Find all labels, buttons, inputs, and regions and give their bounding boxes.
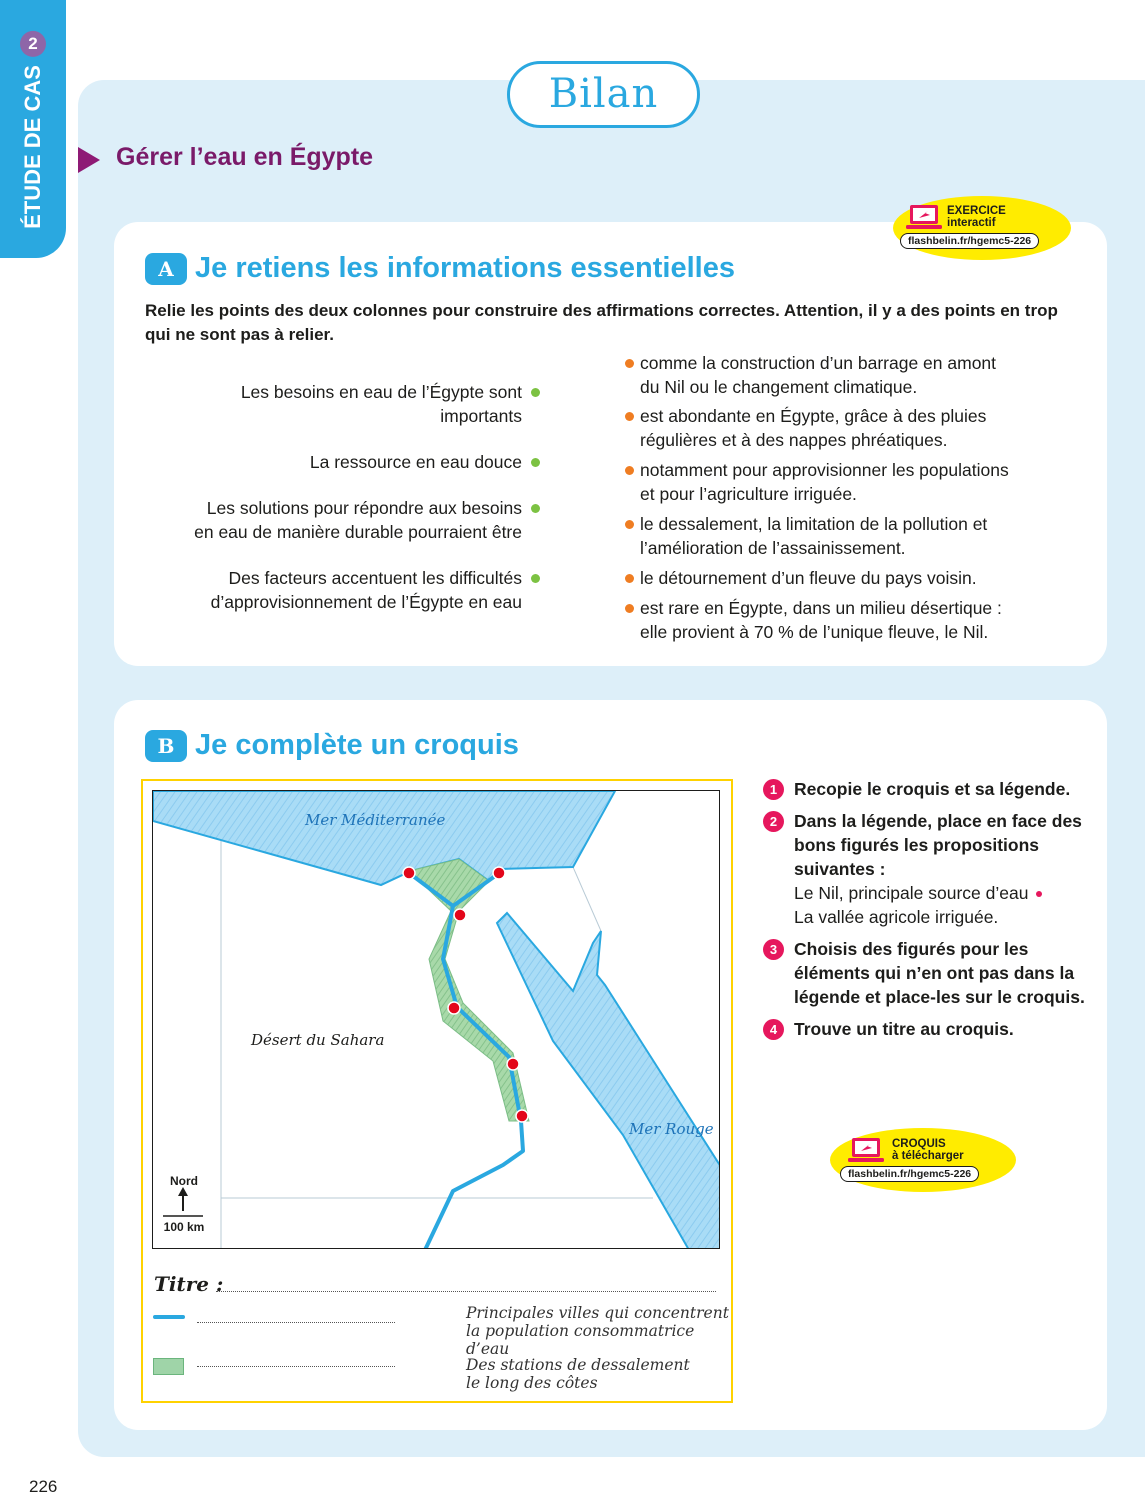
city-marker bbox=[507, 1058, 519, 1070]
case-study-side-tab bbox=[0, 0, 66, 258]
side-tab-number: 2 bbox=[20, 31, 46, 57]
label-mediterranean: Mer Méditerranée bbox=[305, 811, 446, 829]
orange-dot[interactable] bbox=[625, 466, 634, 475]
legend-river-symbol bbox=[153, 1315, 185, 1319]
right-item[interactable]: le dessalement, la limitation de la pollution et l’amélioration de l’assainissement. bbox=[622, 512, 1082, 560]
green-dot[interactable] bbox=[531, 388, 540, 397]
triangle-arrow-icon bbox=[78, 147, 100, 173]
nile-valley bbox=[409, 859, 529, 1121]
question-4: 4 Trouve un titre au croquis. bbox=[763, 1017, 1093, 1041]
section-a-badge: A bbox=[145, 253, 187, 285]
north-label: Nord bbox=[170, 1174, 198, 1188]
left-item[interactable]: Des facteurs accentuent les difficultés d’approvisionnement de l’Égypte en eau bbox=[135, 566, 540, 614]
legend-blank-2[interactable] bbox=[197, 1366, 395, 1367]
orange-dot[interactable] bbox=[625, 604, 634, 613]
label-sahara: Désert du Sahara bbox=[251, 1031, 385, 1049]
orange-dot[interactable] bbox=[625, 412, 634, 421]
right-item[interactable]: le détournement d’un fleuve du pays voisin. bbox=[622, 566, 1082, 590]
city-marker bbox=[454, 909, 466, 921]
mediterranean-sea bbox=[153, 791, 615, 885]
city-marker bbox=[493, 867, 505, 879]
orange-dot[interactable] bbox=[625, 359, 634, 368]
side-tab-label: ÉTUDE DE CAS bbox=[20, 65, 45, 229]
croquis-badge-title: CROQUIS à télécharger bbox=[892, 1138, 964, 1162]
map-drawing bbox=[153, 791, 720, 1249]
subject-title: Gérer l’eau en Égypte bbox=[116, 143, 374, 171]
right-item[interactable]: est abondante en Égypte, grâce à des pluies régulières et à des nappes phréatiques. bbox=[622, 404, 1082, 452]
question-1: 1 Recopie le croquis et sa légende. bbox=[763, 777, 1093, 801]
green-dot[interactable] bbox=[531, 504, 540, 513]
question-number: 2 bbox=[763, 811, 784, 832]
legend-blank-1[interactable] bbox=[197, 1322, 395, 1323]
section-b-title: Je complète un croquis bbox=[195, 729, 519, 761]
page-title: Bilan bbox=[507, 61, 700, 128]
laptop-icon bbox=[848, 1136, 884, 1164]
question-list bbox=[763, 777, 1093, 1049]
pink-dot[interactable] bbox=[1036, 891, 1042, 897]
section-b-badge: B bbox=[145, 730, 187, 762]
green-dot[interactable] bbox=[531, 574, 540, 583]
egypt-sketch-map bbox=[152, 790, 720, 1249]
city-marker bbox=[448, 1002, 460, 1014]
title-blank[interactable] bbox=[216, 1291, 716, 1292]
left-item[interactable]: Les solutions pour répondre aux besoins en eau de manière durable pourraient être bbox=[135, 496, 540, 544]
exercise-badge-url[interactable]: flashbelin.fr/hgemc5-226 bbox=[900, 233, 1039, 249]
section-a-title: Je retiens les informations essentielles bbox=[195, 252, 735, 284]
legend-proposal-desalination: Des stations de dessalement le long des côtes bbox=[466, 1356, 690, 1392]
right-item[interactable]: notamment pour approvisionner les populations et pour l’agriculture irriguée. bbox=[622, 458, 1082, 506]
question-2: 2 Dans la légende, place en face des bons figurés les propositions suivantes : Le Nil, principale source d’eau La vallée agricole irriguée. bbox=[763, 809, 1093, 929]
red-sea bbox=[497, 913, 720, 1249]
legend-proposal-cities: Principales villes qui concentrent la population consommatrice d’eau bbox=[466, 1304, 729, 1358]
question-number: 4 bbox=[763, 1019, 784, 1040]
question-3: 3 Choisis des figurés pour les éléments qui n’en ont pas dans la légende et place-les sur le croquis. bbox=[763, 937, 1093, 1009]
exercise-badge-title: EXERCICE interactif bbox=[947, 205, 1006, 229]
laptop-icon bbox=[906, 203, 942, 231]
legend-valley-symbol bbox=[153, 1358, 184, 1375]
question-number: 1 bbox=[763, 779, 784, 800]
scale-label: 100 km bbox=[163, 1220, 205, 1234]
side-tab-label-wrap bbox=[20, 31, 46, 229]
city-marker bbox=[403, 867, 415, 879]
section-a-instructions: Relie les points des deux colonnes pour construire des affirmations correctes. Attention, il y a des points en trop qui ne sont pas à relier. bbox=[145, 301, 1058, 344]
green-dot[interactable] bbox=[531, 458, 540, 467]
title-label: Titre : bbox=[154, 1272, 224, 1296]
page-number: 226 bbox=[29, 1477, 58, 1496]
label-red-sea: Mer Rouge bbox=[629, 1120, 714, 1138]
north-arrowhead-icon bbox=[178, 1187, 188, 1196]
right-item[interactable]: est rare en Égypte, dans un milieu désertique : elle provient à 70 % de l’unique fleuve, le Nil. bbox=[622, 596, 1082, 644]
city-marker bbox=[516, 1110, 528, 1122]
left-item[interactable]: Les besoins en eau de l’Égypte sont importants bbox=[135, 380, 540, 428]
question-number: 3 bbox=[763, 939, 784, 960]
right-item[interactable]: comme la construction d’un barrage en amont du Nil ou le changement climatique. bbox=[622, 351, 1082, 399]
orange-dot[interactable] bbox=[625, 520, 634, 529]
border-line-northeast bbox=[573, 867, 601, 931]
orange-dot[interactable] bbox=[625, 574, 634, 583]
left-item[interactable]: La ressource en eau douce bbox=[135, 450, 540, 474]
croquis-badge-url[interactable]: flashbelin.fr/hgemc5-226 bbox=[840, 1166, 979, 1182]
